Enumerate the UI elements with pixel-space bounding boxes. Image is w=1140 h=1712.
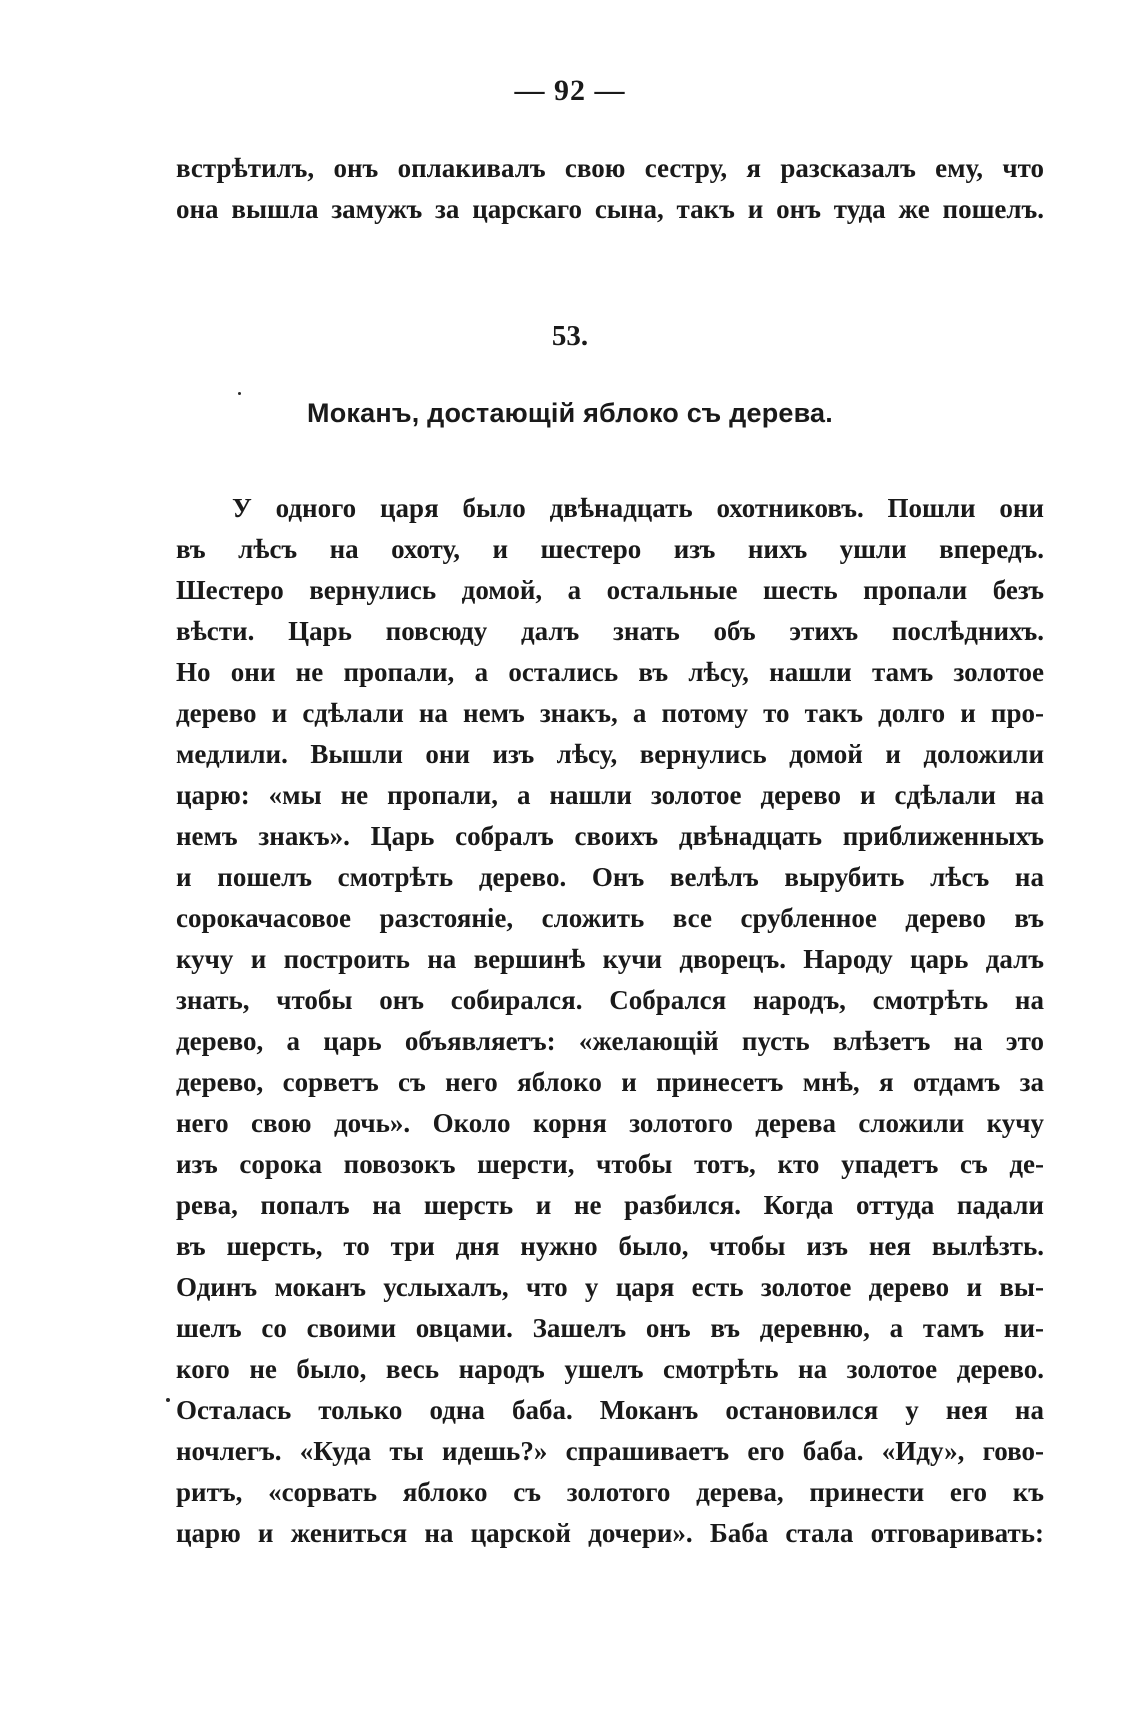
text-line: знать, чтобы онъ собирался. Собрался народъ, смотрѣть на	[176, 985, 1044, 1015]
text-line: кучу и построить на вершинѣ кучи дворецъ. Народу царь далъ	[176, 944, 1044, 974]
text-line: и пошелъ смотрѣть дерево. Онъ велѣлъ вырубить лѣсъ на	[176, 862, 1044, 892]
section-title: Моканъ, достающій яблоко съ дерева.	[307, 398, 833, 428]
text-line: вѣсти. Царь повсюду далъ знать объ этихъ послѣднихъ.	[176, 616, 1044, 646]
text-line: изъ сорока повозокъ шерсти, чтобы тотъ, кто упадетъ съ де-	[176, 1149, 1044, 1179]
text-line: сорокачасовое разстояніе, сложить все срубленное дерево въ	[176, 903, 1044, 933]
text-line: У одного царя было двѣнадцать охотниковъ. Пошли они	[232, 493, 1044, 523]
text-line: дерево, а царь объявляетъ: «желающій пусть влѣзетъ на это	[176, 1026, 1044, 1056]
text-line: Осталась только одна баба. Моканъ остановился у нея на	[176, 1395, 1044, 1425]
text-line: кого не было, весь народъ ушелъ смотрѣть на золотое дерево.	[176, 1354, 1044, 1384]
text-line: рева, попалъ на шерсть и не разбился. Когда оттуда падали	[176, 1190, 1044, 1220]
text-line: царю: «мы не пропали, а нашли золотое дерево и сдѣлали на	[176, 780, 1044, 810]
section-number: 53.	[551, 320, 589, 352]
text-line: дерево, сорветъ съ него яблоко и принесетъ мнѣ, я отдамъ за	[176, 1067, 1044, 1097]
body-paragraph	[176, 488, 1044, 1554]
text-line: она вышла замужъ за царскаго сына, такъ и онъ туда же пошелъ.	[176, 194, 1044, 224]
text-line: немъ знакъ». Царь собралъ своихъ двѣнадцать приближенныхъ	[176, 821, 1044, 851]
ink-speck	[166, 1398, 170, 1402]
text-line: царю и жениться на царской дочери». Баба стала отговаривать:	[176, 1518, 1044, 1548]
ink-speck	[238, 392, 241, 395]
text-line: дерево и сдѣлали на немъ знакъ, а потому то такъ долго и про-	[176, 698, 1044, 728]
text-line: ночлегъ. «Куда ты идешь?» спрашиваетъ его баба. «Иду», гово-	[176, 1436, 1044, 1466]
lead-paragraph	[176, 148, 1044, 230]
page-number: — 92 —	[514, 74, 626, 107]
text-line: ритъ, «сорвать яблоко съ золотого дерева, принести его къ	[176, 1477, 1044, 1507]
text-line: Одинъ моканъ услыхалъ, что у царя есть золотое дерево и вы-	[176, 1272, 1044, 1302]
text-line: въ лѣсъ на охоту, и шестеро изъ нихъ ушли впередъ.	[176, 534, 1044, 564]
text-line: встрѣтилъ, онъ оплакивалъ свою сестру, я разсказалъ ему, что	[176, 153, 1044, 183]
text-line: Но они не пропали, а остались въ лѣсу, нашли тамъ золотое	[176, 657, 1044, 687]
text-line: медлили. Вышли они изъ лѣсу, вернулись домой и доложили	[176, 739, 1044, 769]
text-line: Шестеро вернулись домой, а остальные шесть пропали безъ	[176, 575, 1044, 605]
text-line: него свою дочь». Около корня золотого дерева сложили кучу	[176, 1108, 1044, 1138]
text-line: въ шерсть, то три дня нужно было, чтобы изъ нея вылѣзть.	[176, 1231, 1044, 1261]
text-line: шелъ со своими овцами. Зашелъ онъ въ деревню, а тамъ ни-	[176, 1313, 1044, 1343]
